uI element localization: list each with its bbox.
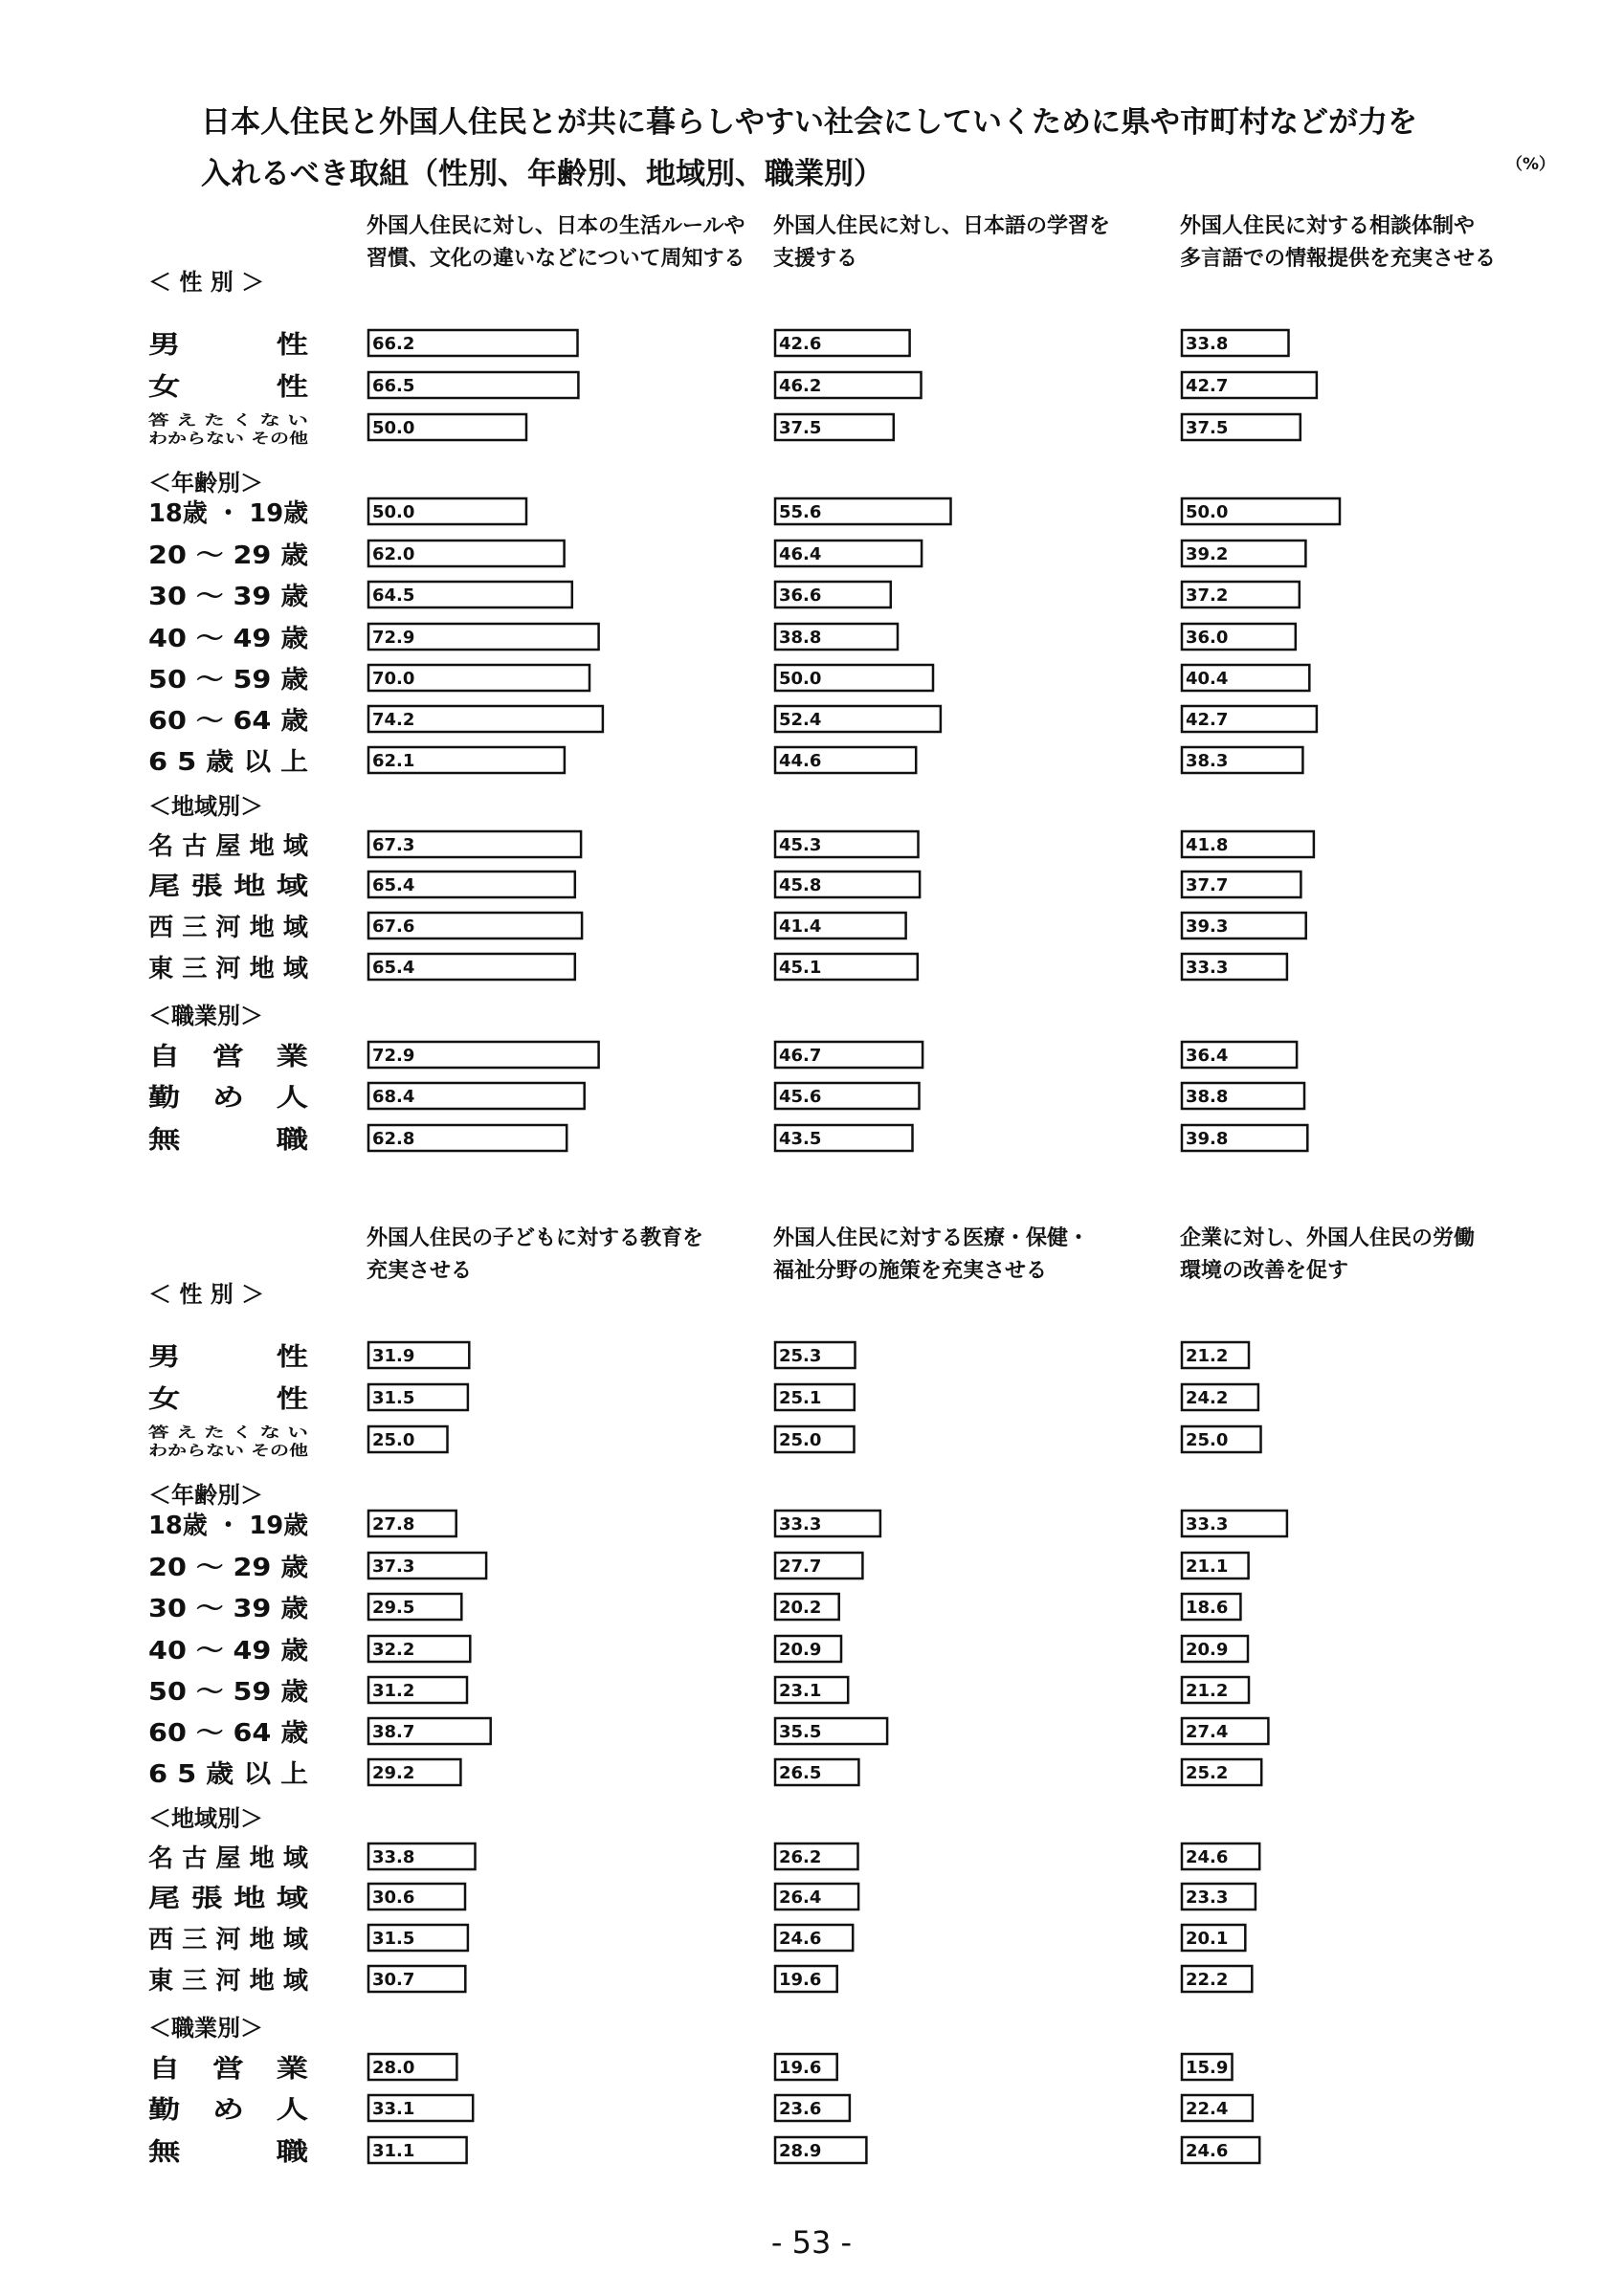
- bar-value-label: 40.4: [1186, 669, 1229, 689]
- bar-value-label: 23.6: [779, 2099, 822, 2119]
- bar-value-label: 46.2: [779, 376, 822, 396]
- bar-value-label: 42.7: [1186, 710, 1229, 730]
- bar-value-label: 28.9: [779, 2141, 822, 2161]
- bar-value-label: 24.6: [1186, 1847, 1229, 1867]
- bar-value-label: 30.7: [372, 1970, 415, 1990]
- bar-value-label: 23.1: [779, 1681, 822, 1701]
- row-label: 6 5 歳 以 上: [148, 1760, 308, 1789]
- bar-value-label: 46.4: [779, 544, 822, 564]
- row-label: 答 え た く な い: [148, 411, 308, 429]
- bar-value-label: 41.8: [1186, 835, 1229, 855]
- bar-value-label: 43.5: [779, 1129, 822, 1149]
- row-label: 名 古 屋 地 域: [148, 832, 309, 861]
- bar-value-label: 26.4: [779, 1888, 822, 1908]
- bar-value-label: 26.2: [779, 1847, 822, 1867]
- row-label: 18歳 ・ 19歳: [148, 1512, 308, 1540]
- bar-value-label: 21.2: [1186, 1681, 1229, 1701]
- group-label: ＜職業別＞: [148, 2015, 263, 2042]
- column-header: 外国人住民に対する相談体制や: [1180, 214, 1476, 238]
- row-label: わからない その他: [148, 1442, 308, 1459]
- bar-value-label: 25.0: [372, 1430, 415, 1450]
- column-header: 福祉分野の施策を充実させる: [773, 1259, 1048, 1283]
- row-label: 東 三 河 地 域: [148, 1967, 309, 1996]
- bar-value-label: 67.6: [372, 916, 415, 937]
- row-label: 20 ～ 29 歳: [148, 541, 308, 570]
- chart-title-line-2: 入れるべき取組（性別、年齢別、地域別、職業別）: [201, 157, 883, 191]
- bar-value-label: 38.7: [372, 1722, 415, 1742]
- row-label: 西 三 河 地 域: [148, 1926, 309, 1954]
- bar-value-label: 25.2: [1186, 1763, 1229, 1783]
- bar-value-label: 41.4: [779, 916, 822, 937]
- bar-value-label: 50.0: [779, 669, 822, 689]
- bar-value-label: 45.6: [779, 1087, 822, 1107]
- bar-value-label: 62.8: [372, 1129, 415, 1149]
- bar-value-label: 27.8: [372, 1514, 415, 1534]
- bar-value-label: 24.2: [1186, 1388, 1229, 1408]
- bar-value-label: 33.1: [372, 2099, 415, 2119]
- row-label: 自 営 業: [148, 2055, 308, 2084]
- bar-value-label: 50.0: [1186, 502, 1229, 522]
- bar-value-label: 33.3: [779, 1514, 822, 1534]
- row-label: 男 性: [148, 1343, 308, 1372]
- bar-value-label: 65.4: [372, 875, 415, 895]
- bar-value-label: 25.0: [779, 1430, 822, 1450]
- bar-value-label: 24.6: [1186, 2141, 1229, 2161]
- bar-value-label: 32.2: [372, 1640, 415, 1660]
- row-label: 50 ～ 59 歳: [148, 666, 308, 695]
- panel-1: [148, 213, 1496, 1155]
- bar-value-label: 39.2: [1186, 544, 1229, 564]
- bar-value-label: 33.3: [1186, 1514, 1229, 1534]
- bar-value-label: 46.7: [779, 1046, 822, 1066]
- row-label: 30 ～ 39 歳: [148, 1595, 308, 1623]
- row-label: 無 職: [148, 1126, 274, 1155]
- bar-value-label: 31.9: [372, 1346, 415, 1366]
- bar-value-label: 28.0: [372, 2058, 415, 2078]
- group-label: ＜職業別＞: [148, 1003, 263, 1029]
- row-label: 30 ～ 39 歳: [148, 583, 308, 611]
- row-label: 60 ～ 64 歳: [148, 707, 308, 736]
- bar-value-label: 29.2: [372, 1763, 415, 1783]
- bar-value-label: 22.2: [1186, 1970, 1229, 1990]
- bar-value-label: 20.2: [779, 1598, 822, 1618]
- row-label: 男 性: [148, 331, 308, 360]
- bar-value-label: 62.1: [372, 751, 415, 771]
- bar-value-label: 45.3: [779, 835, 822, 855]
- bar-value-label: 31.5: [372, 1388, 415, 1408]
- column-header: 外国人住民に対する医療・保健・: [773, 1226, 1090, 1250]
- bar-value-label: 38.3: [1186, 751, 1229, 771]
- bar-value-label: 20.9: [1186, 1640, 1229, 1660]
- column-header: 企業に対し、外国人住民の労働: [1180, 1226, 1476, 1250]
- bar-value-label: 37.2: [1186, 585, 1229, 606]
- group-label: ＜ 性 別 ＞: [148, 1281, 265, 1308]
- bar-value-label: 42.6: [779, 334, 822, 354]
- bar-value-label: 37.7: [1186, 875, 1229, 895]
- column-header: 外国人住民の子どもに対する教育を: [367, 1226, 704, 1250]
- bar-value-label: 29.5: [372, 1598, 415, 1618]
- bar-value-label: 24.6: [779, 1929, 822, 1949]
- bar-value-label: 18.6: [1186, 1598, 1229, 1618]
- unit-label: （%）: [1506, 155, 1556, 174]
- bar-value-label: 50.0: [372, 502, 415, 522]
- bar-value-label: 64.5: [372, 585, 415, 606]
- row-label: 勤 め 人: [148, 2096, 308, 2125]
- group-label: ＜年齢別＞: [148, 1482, 263, 1509]
- row-label: 東 三 河 地 域: [148, 955, 309, 983]
- bar-value-label: 45.8: [779, 875, 822, 895]
- row-label: 尾 張 地 域: [148, 872, 310, 901]
- row-label: 18歳 ・ 19歳: [148, 499, 308, 528]
- bar-value-label: 27.4: [1186, 1722, 1229, 1742]
- group-label: ＜地域別＞: [148, 1805, 263, 1832]
- bar-value-label: 45.1: [779, 958, 822, 978]
- group-label: ＜年齢別＞: [148, 470, 263, 497]
- bar-value-label: 66.5: [372, 376, 415, 396]
- row-label: 尾 張 地 域: [148, 1885, 310, 1913]
- row-label: 6 5 歳 以 上: [148, 748, 308, 777]
- row-label: 西 三 河 地 域: [148, 914, 309, 942]
- bar-value-label: 39.8: [1186, 1129, 1229, 1149]
- column-header: 外国人住民に対し、日本の生活ルールや: [367, 214, 745, 238]
- panel-2: [148, 1225, 1475, 2167]
- bar-value-label: 44.6: [779, 751, 822, 771]
- bar-value-label: 22.4: [1186, 2099, 1229, 2119]
- bar-value-label: 52.4: [779, 710, 822, 730]
- bar-value-label: 15.9: [1186, 2058, 1229, 2078]
- row-label: 名 古 屋 地 域: [148, 1844, 309, 1873]
- bar-value-label: 36.6: [779, 585, 822, 606]
- bar-value-label: 37.5: [1186, 418, 1229, 438]
- bar-value-label: 67.3: [372, 835, 415, 855]
- bar-value-label: 38.8: [1186, 1087, 1229, 1107]
- bar-value-label: 25.3: [779, 1346, 822, 1366]
- row-label: 60 ～ 64 歳: [148, 1719, 308, 1748]
- bar-value-label: 74.2: [372, 710, 415, 730]
- bar-value-label: 42.7: [1186, 376, 1229, 396]
- bar-value-label: 20.1: [1186, 1929, 1229, 1949]
- bar-value-label: 21.1: [1186, 1556, 1229, 1577]
- bar-value-label: 68.4: [372, 1087, 415, 1107]
- bar-value-label: 36.0: [1186, 628, 1229, 648]
- column-header: 外国人住民に対し、日本語の学習を: [773, 214, 1111, 238]
- bar-value-label: 38.8: [779, 628, 822, 648]
- column-header: 支援する: [773, 247, 858, 271]
- row-label: 40 ～ 49 歳: [148, 625, 308, 653]
- bar-value-label: 21.2: [1186, 1346, 1229, 1366]
- column-header: 充実させる: [367, 1259, 473, 1283]
- bar-value-label: 66.2: [372, 334, 415, 354]
- bar-value-label: 37.3: [372, 1556, 415, 1577]
- bar-value-label: 31.2: [372, 1681, 415, 1701]
- bar-value-label: 19.6: [779, 2058, 822, 2078]
- bar-value-label: 20.9: [779, 1640, 822, 1660]
- bar-value-label: 26.5: [779, 1763, 822, 1783]
- bar-value-label: 25.0: [1186, 1430, 1229, 1450]
- bar-value-label: 33.8: [372, 1847, 415, 1867]
- column-header: 多言語での情報提供を充実させる: [1180, 247, 1497, 271]
- group-label: ＜地域別＞: [148, 793, 263, 820]
- bar-value-label: 65.4: [372, 958, 415, 978]
- bar-value-label: 55.6: [779, 502, 822, 522]
- row-label: 無 職: [148, 2138, 274, 2167]
- bar-value-label: 50.0: [372, 418, 415, 438]
- row-label: 自 営 業: [148, 1043, 308, 1071]
- row-label: 女 性: [148, 373, 308, 402]
- bar-value-label: 27.7: [779, 1556, 822, 1577]
- column-header: 環境の改善を促す: [1180, 1259, 1349, 1283]
- bar-value-label: 72.9: [372, 1046, 415, 1066]
- bar-value-label: 25.1: [779, 1388, 822, 1408]
- row-label: 20 ～ 29 歳: [148, 1554, 308, 1582]
- row-label: 50 ～ 59 歳: [148, 1678, 308, 1707]
- bar-value-label: 31.1: [372, 2141, 415, 2161]
- row-label: 40 ～ 49 歳: [148, 1637, 308, 1666]
- bar-value-label: 35.5: [779, 1722, 822, 1742]
- bar-value-label: 72.9: [372, 628, 415, 648]
- bar-value-label: 31.5: [372, 1929, 415, 1949]
- group-label: ＜ 性 別 ＞: [148, 269, 265, 296]
- bar-value-label: 39.3: [1186, 916, 1229, 937]
- row-label: 答 え た く な い: [148, 1424, 308, 1441]
- row-label: 女 性: [148, 1385, 308, 1414]
- bar-value-label: 23.3: [1186, 1888, 1229, 1908]
- bar-value-label: 33.8: [1186, 334, 1229, 354]
- column-header: 習慣、文化の違いなどについて周知する: [367, 247, 745, 271]
- bar-value-label: 70.0: [372, 669, 415, 689]
- bar-value-label: 62.0: [372, 544, 415, 564]
- bar-value-label: 37.5: [779, 418, 822, 438]
- bar-value-label: 36.4: [1186, 1046, 1229, 1066]
- bar-value-label: 30.6: [372, 1888, 415, 1908]
- bar-value-label: 19.6: [779, 1970, 822, 1990]
- row-label: わからない その他: [148, 430, 308, 447]
- page-number: - 53 -: [770, 2224, 853, 2261]
- chart-title-line-1: 日本人住民と外国人住民とが共に暮らしやすい社会にしていくために県や市町村などが力を: [201, 105, 1417, 140]
- bar-value-label: 33.3: [1186, 958, 1229, 978]
- row-label: 勤 め 人: [148, 1084, 308, 1113]
- chart-body: [148, 213, 1496, 2167]
